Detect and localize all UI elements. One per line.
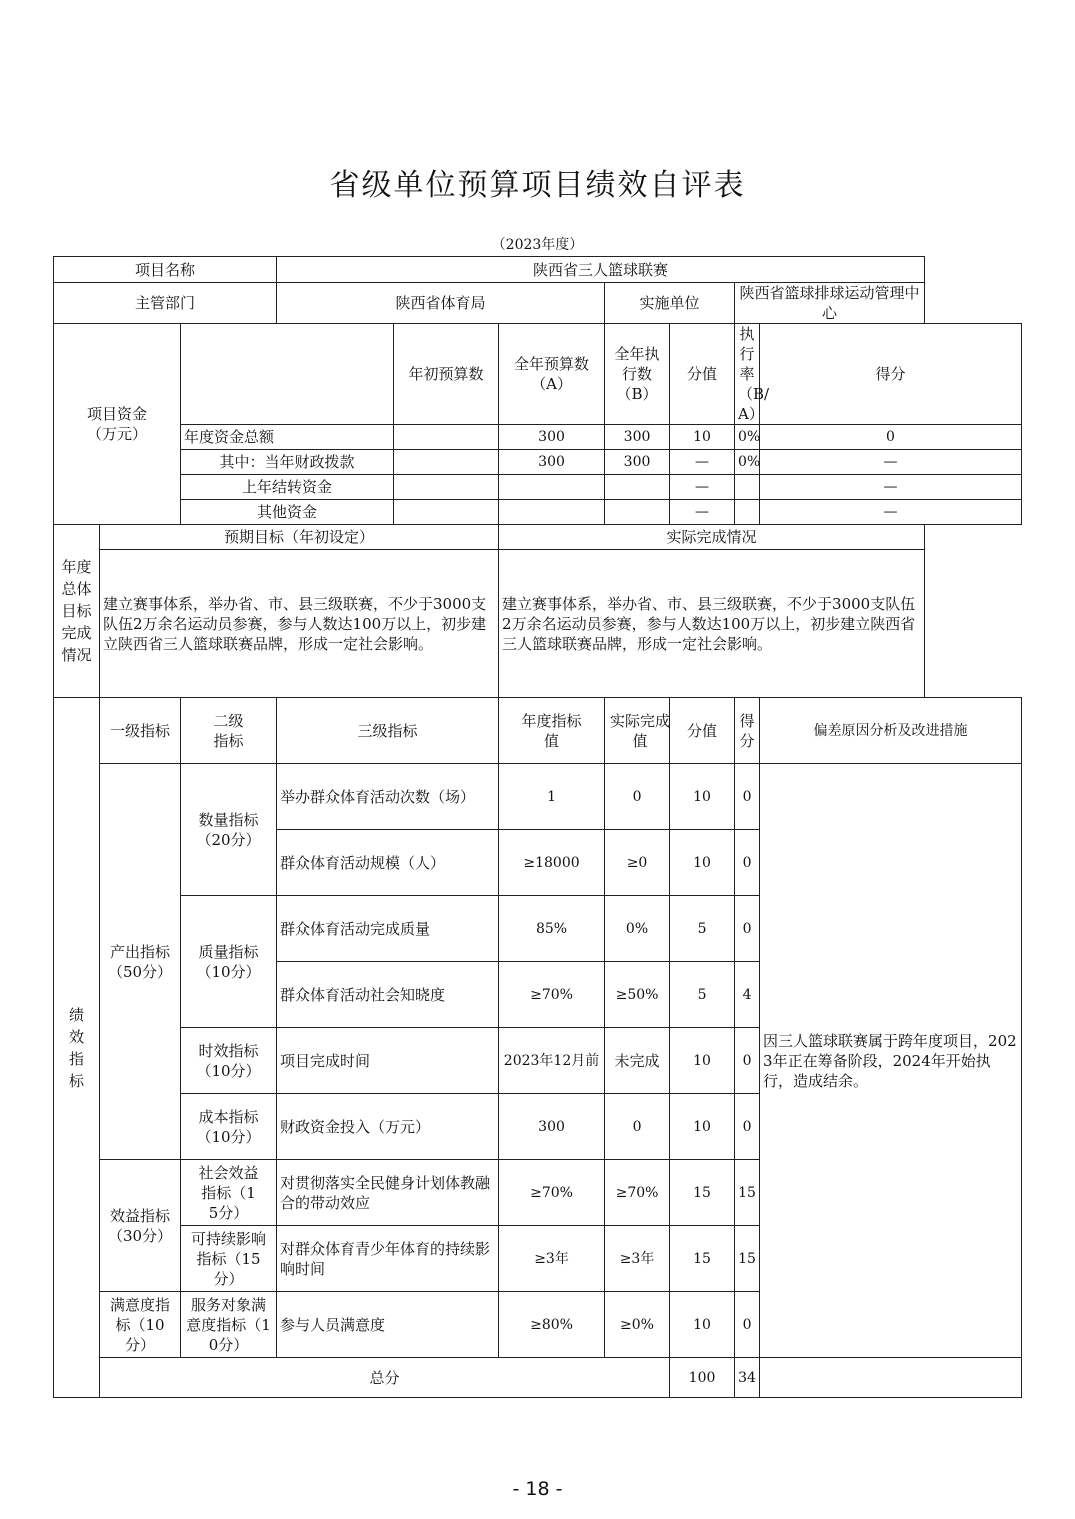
project-name: 陕西省三人篮球联赛: [277, 257, 925, 283]
indicator-name: 项目完成时间: [277, 1028, 499, 1094]
indicator-actual: ≥0%: [605, 1292, 670, 1358]
indicator-score-value: 10: [670, 1292, 735, 1358]
funds-row-exec: 300: [605, 425, 670, 450]
header-l3: 三级指标: [277, 698, 499, 764]
indicator-name: 对群众体育青少年体育的持续影响时间: [277, 1226, 499, 1292]
indicator-name: 举办群众体育活动次数（场）: [277, 764, 499, 830]
expected-goal-header: 预期目标（年初设定）: [100, 525, 499, 550]
l1-satisfaction: 满意度指标（10分）: [100, 1292, 181, 1358]
funds-row-score: —: [760, 500, 1022, 525]
indicator-score-value: 5: [670, 962, 735, 1028]
deviation-reason: 因三人篮球联赛属于跨年度项目，2023年正在筹备阶段，2024年开始执行，造成结余。: [760, 764, 1022, 1358]
header-reason: 偏差原因分析及改进措施: [760, 698, 1022, 764]
total-score: 34: [735, 1358, 760, 1398]
l2-sustain: 可持续影响指标（15分）: [181, 1226, 277, 1292]
indicator-actual: 0: [605, 764, 670, 830]
indicator-target: ≥3年: [499, 1226, 605, 1292]
funds-row-annual: 300: [499, 450, 605, 475]
self-evaluation-table: [53, 256, 1022, 1398]
header-l1: 一级指标: [100, 698, 181, 764]
goals-label: 年度总体目标完成情况: [54, 525, 100, 698]
indicator-score-value: 5: [670, 896, 735, 962]
indicator-score: 15: [735, 1226, 760, 1292]
project-name-label: 项目名称: [54, 257, 277, 283]
indicator-score: 0: [735, 1094, 760, 1160]
funds-blank-header: [181, 324, 394, 425]
funds-row-rate: [735, 500, 760, 525]
indicator-score-value: 10: [670, 1094, 735, 1160]
impl-unit: 陕西省篮球排球运动管理中心: [735, 283, 925, 324]
indicator-actual: ≥50%: [605, 962, 670, 1028]
funds-row-score: —: [760, 475, 1022, 500]
indicator-target: ≥80%: [499, 1292, 605, 1358]
funds-row-label: 其他资金: [181, 500, 394, 525]
indicator-score: 15: [735, 1160, 760, 1226]
total-blank: [760, 1358, 1022, 1398]
l2-social: 社会效益指标（15分）: [181, 1160, 277, 1226]
dept-label: 主管部门: [54, 283, 277, 324]
indicator-name: 参与人员满意度: [277, 1292, 499, 1358]
indicator-name: 群众体育活动规模（人）: [277, 830, 499, 896]
indicator-name: 对贯彻落实全民健身计划体教融合的带动效应: [277, 1160, 499, 1226]
indicator-score-value: 10: [670, 830, 735, 896]
indicator-score-value: 15: [670, 1226, 735, 1292]
indicator-target: 300: [499, 1094, 605, 1160]
funds-row-initial: [394, 475, 499, 500]
funds-row-label: 上年结转资金: [181, 475, 394, 500]
funds-row-rate: 0%: [735, 450, 760, 475]
indicator-target: 2023年12月前: [499, 1028, 605, 1094]
indicator-actual: 0: [605, 1094, 670, 1160]
funds-row-label: 年度资金总额: [181, 425, 394, 450]
funds-header-score: 得分: [760, 324, 1022, 425]
indicator-score: 4: [735, 962, 760, 1028]
funds-header-annual: 全年预算数（A）: [499, 324, 605, 425]
l1-output: 产出指标（50分）: [100, 764, 181, 1160]
header-target: 年度指标值: [499, 698, 605, 764]
indicator-name: 群众体育活动社会知晓度: [277, 962, 499, 1028]
indicator-target: 1: [499, 764, 605, 830]
total-score-value: 100: [670, 1358, 735, 1398]
expected-goal-text: 建立赛事体系，举办省、市、县三级联赛，不少于3000支队伍2万余名运动员参赛，参与人数达100万以上，初步建立陕西省三人篮球联赛品牌，形成一定社会影响。: [100, 550, 499, 698]
indicator-target: 85%: [499, 896, 605, 962]
indicator-actual: ≥0: [605, 830, 670, 896]
funds-header-rate: 执行率（B/A）: [735, 324, 760, 425]
funds-row-score-value: —: [670, 475, 735, 500]
indicator-score: 0: [735, 1028, 760, 1094]
funds-row-initial: [394, 425, 499, 450]
indicators-label: 绩效指标: [54, 698, 100, 1398]
funds-row-annual: [499, 500, 605, 525]
actual-result-text: 建立赛事体系，举办省、市、县三级联赛，不少于3000支队伍2万余名运动员参赛，参与人数达100万以上，初步建立陕西省三人篮球联赛品牌，形成一定社会影响。: [499, 550, 925, 698]
funds-row-score: 0: [760, 425, 1022, 450]
l2-cost: 成本指标（10分）: [181, 1094, 277, 1160]
funds-row-score: —: [760, 450, 1022, 475]
indicator-actual: ≥3年: [605, 1226, 670, 1292]
total-label: 总分: [100, 1358, 670, 1398]
funds-row-initial: [394, 450, 499, 475]
indicator-score: 0: [735, 1292, 760, 1358]
funds-row-exec: 300: [605, 450, 670, 475]
funds-row-rate: 0%: [735, 425, 760, 450]
indicator-score: 0: [735, 764, 760, 830]
header-score: 得分: [735, 698, 760, 764]
l1-benefit: 效益指标（30分）: [100, 1160, 181, 1292]
indicator-actual: 未完成: [605, 1028, 670, 1094]
header-score-value: 分值: [670, 698, 735, 764]
funds-row-score-value: —: [670, 500, 735, 525]
funds-row-annual: 300: [499, 425, 605, 450]
indicator-name: 群众体育活动完成质量: [277, 896, 499, 962]
header-l2: 二级指标: [181, 698, 277, 764]
l2-quality: 质量指标（10分）: [181, 896, 277, 1028]
funds-header-initial: 年初预算数: [394, 324, 499, 425]
funds-label: 项目资金（万元）: [54, 324, 181, 525]
l2-timeliness: 时效指标（10分）: [181, 1028, 277, 1094]
l2-quantity: 数量指标（20分）: [181, 764, 277, 896]
indicator-score: 0: [735, 830, 760, 896]
funds-row-annual: [499, 475, 605, 500]
indicator-score-value: 15: [670, 1160, 735, 1226]
funds-row-score-value: 10: [670, 425, 735, 450]
report-year: （2023年度）: [491, 237, 584, 253]
l2-service: 服务对象满意度指标（10分）: [181, 1292, 277, 1358]
funds-row-score-value: —: [670, 450, 735, 475]
indicator-target: ≥18000: [499, 830, 605, 896]
funds-row-exec: [605, 475, 670, 500]
indicator-score-value: 10: [670, 764, 735, 830]
funds-row-label: 其中：当年财政拨款: [181, 450, 394, 475]
indicator-target: ≥70%: [499, 1160, 605, 1226]
funds-row-initial: [394, 500, 499, 525]
indicator-name: 财政资金投入（万元）: [277, 1094, 499, 1160]
actual-result-header: 实际完成情况: [499, 525, 925, 550]
funds-header-score-value: 分值: [670, 324, 735, 425]
header-actual: 实际完成值: [605, 698, 670, 764]
indicator-score-value: 10: [670, 1028, 735, 1094]
indicator-score: 0: [735, 896, 760, 962]
funds-row-rate: [735, 475, 760, 500]
funds-header-exec: 全年执行数（B）: [605, 324, 670, 425]
page-title: 省级单位预算项目绩效自评表: [329, 168, 746, 203]
indicator-actual: ≥70%: [605, 1160, 670, 1226]
indicator-actual: 0%: [605, 896, 670, 962]
impl-label: 实施单位: [605, 283, 735, 324]
page-number: - 18 -: [512, 1478, 563, 1500]
indicator-target: ≥70%: [499, 962, 605, 1028]
funds-row-exec: [605, 500, 670, 525]
dept-value: 陕西省体育局: [277, 283, 605, 324]
